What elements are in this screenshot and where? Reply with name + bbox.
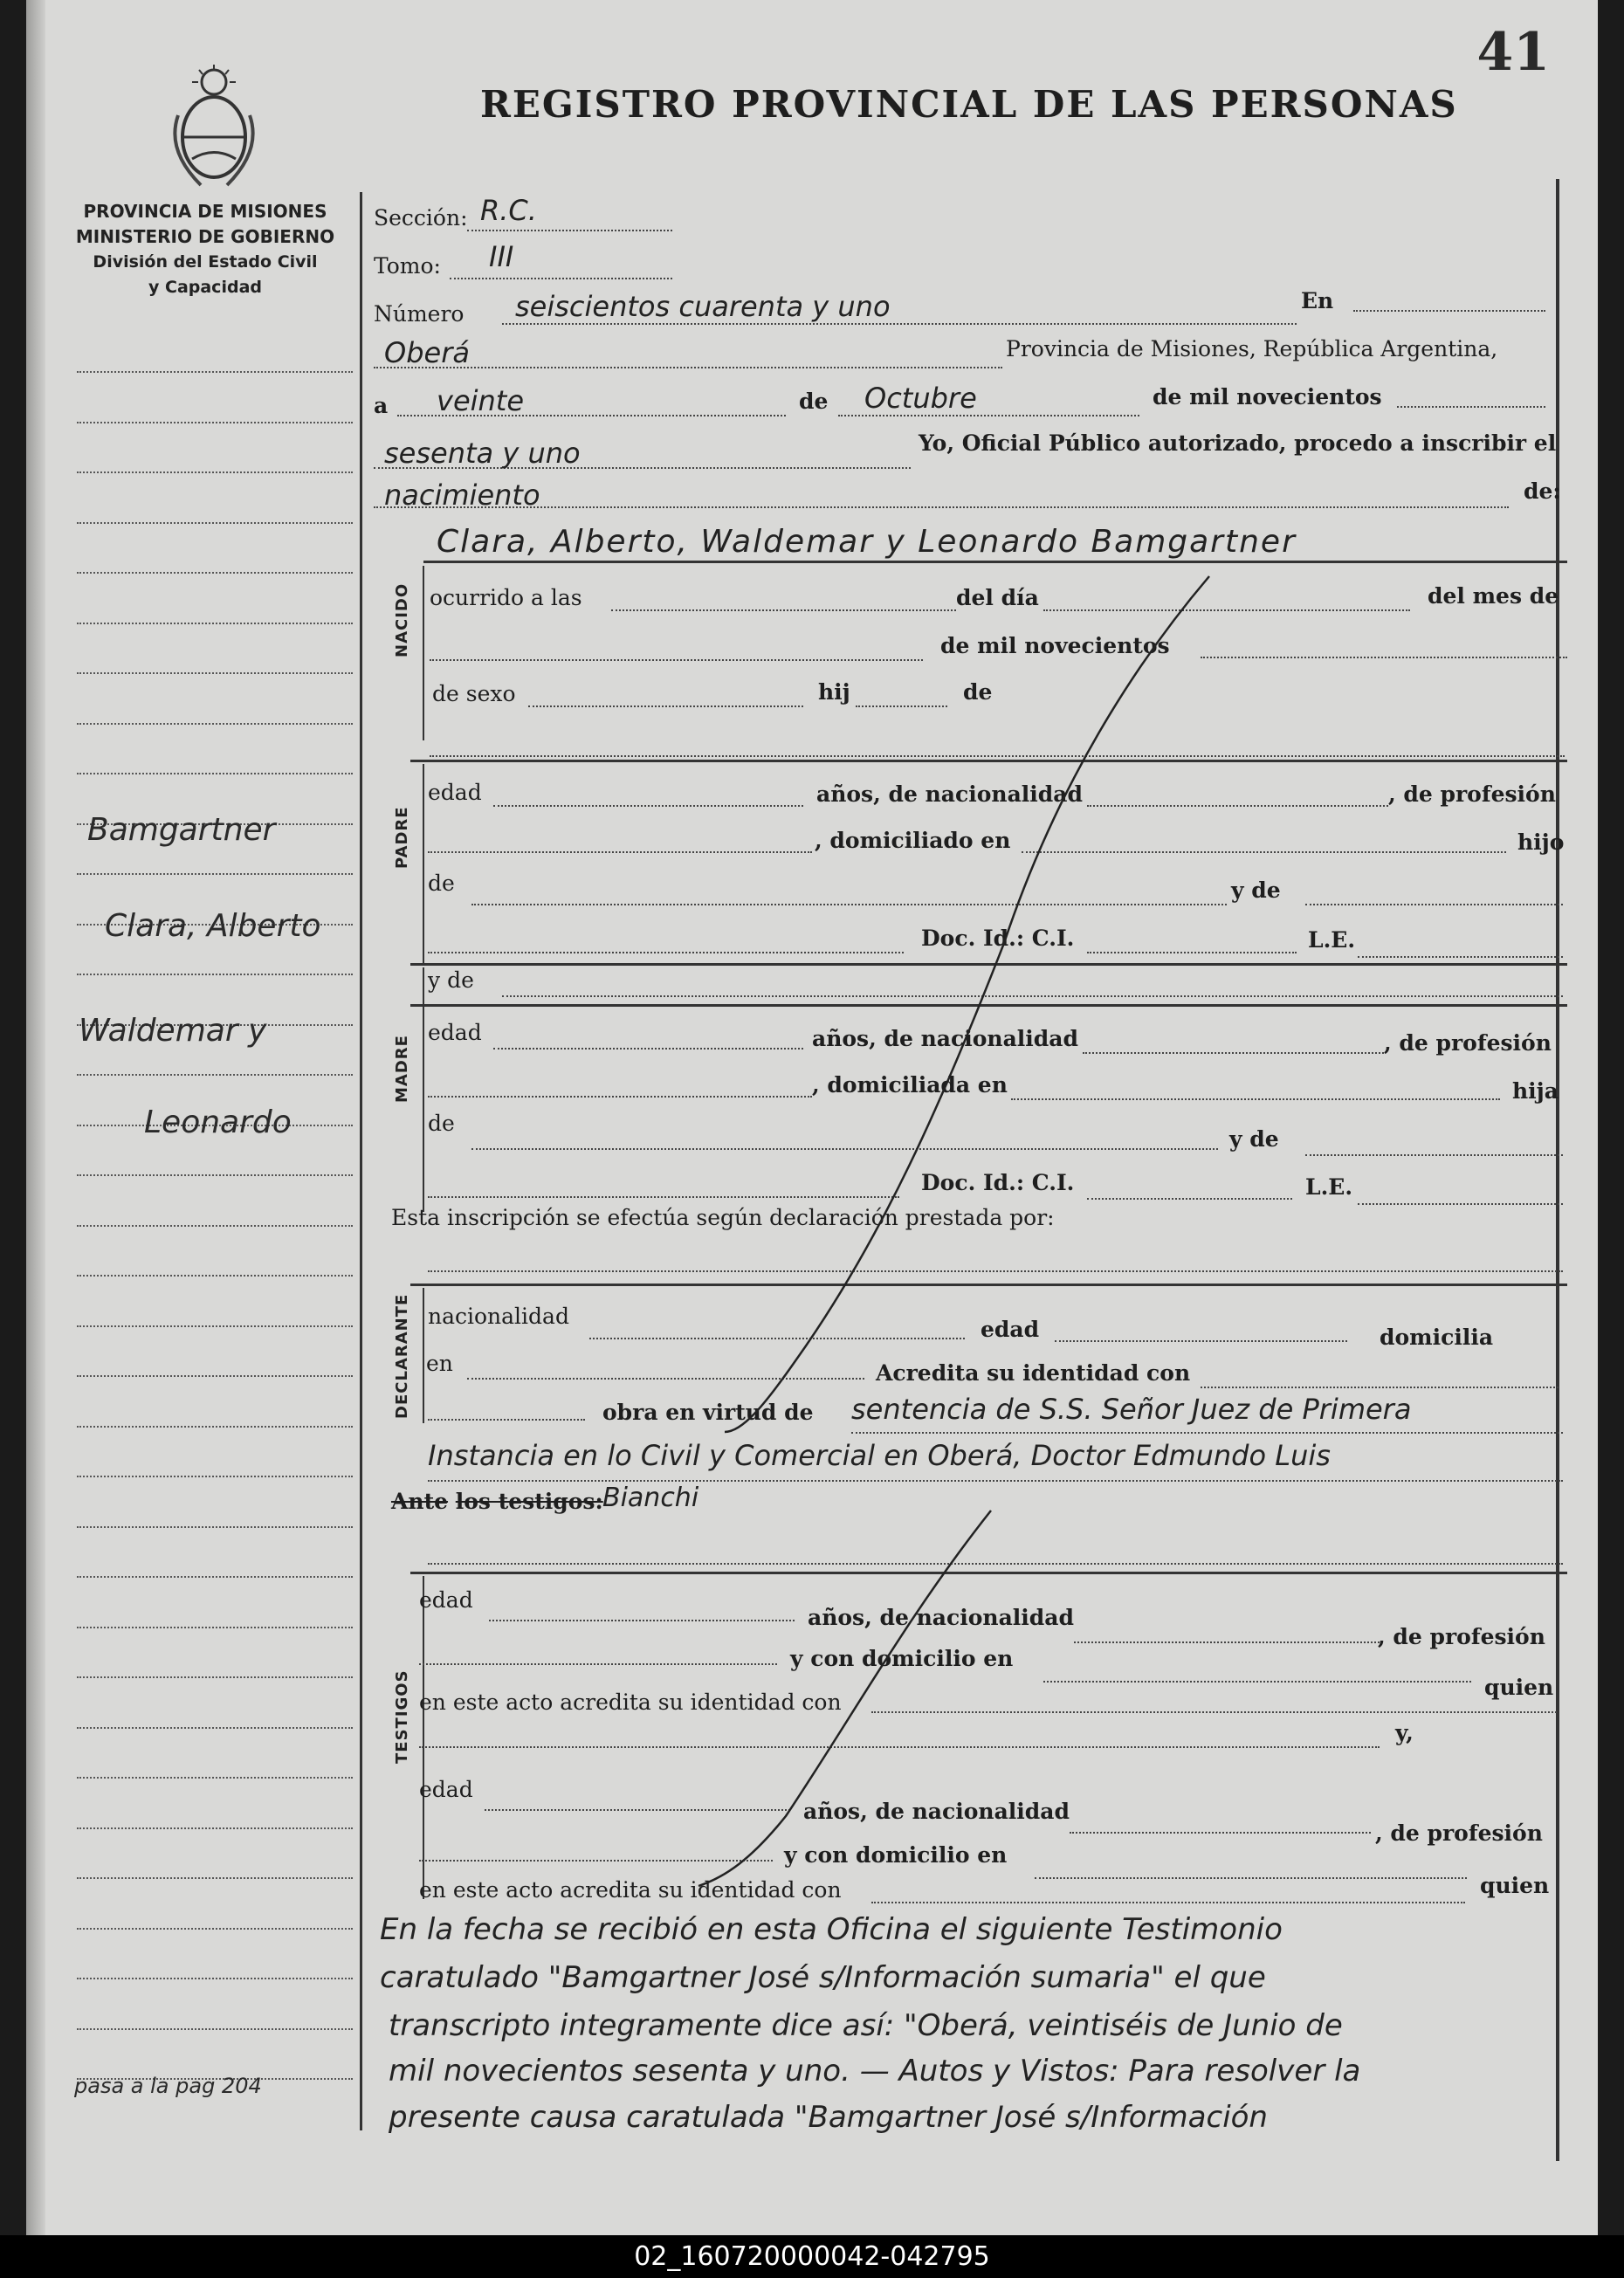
sexo-line	[528, 705, 803, 707]
madre-doc-label: Doc. Id.: C.I.	[921, 1170, 1075, 1195]
madre-domiciliada-label: , domiciliada en	[812, 1072, 1008, 1098]
mil-nac-label: de mil novecientos	[940, 633, 1170, 658]
testigo2-prof-line	[419, 1860, 773, 1862]
declarante-en-line	[467, 1378, 864, 1380]
margin-rule-line	[77, 371, 353, 373]
testigo2-domicilio-label: y con domicilio en	[784, 1842, 1008, 1868]
declaracion-label: Esta inscripción se efectúa según declaración prestada por:	[391, 1205, 1055, 1230]
de-label: de	[799, 389, 829, 414]
testigos-value: Bianchi	[602, 1483, 699, 1513]
margin-rule-line	[77, 1727, 353, 1729]
madre-yde-top-line	[502, 995, 1563, 997]
padre-domiciliado-label: , domiciliado en	[815, 828, 1011, 853]
margin-note-names-2: Waldemar y	[79, 1013, 267, 1049]
padre-nac-line	[1087, 805, 1388, 807]
coat-of-arms-icon	[166, 63, 262, 194]
mes-value: Octubre	[864, 382, 977, 415]
agency-division: División del Estado Civil	[93, 252, 318, 272]
numero-label: Número	[374, 301, 464, 327]
tomo-value: III	[489, 240, 514, 273]
padre-yde-label: y de	[1231, 877, 1281, 903]
seccion-label: Sección:	[374, 205, 468, 231]
declarante-nac-line	[589, 1338, 965, 1339]
testigo2-anos-label: años, de nacionalidad	[803, 1799, 1070, 1824]
declarante-tab-label: DECLARANTE	[393, 1293, 411, 1419]
tomo-line	[450, 278, 672, 279]
en-label: En	[1301, 288, 1334, 313]
testigo2-dom-line	[1035, 1877, 1467, 1879]
madre-de-label: de	[428, 1111, 455, 1136]
padre-doc-label: Doc. Id.: C.I.	[921, 926, 1075, 951]
mil-line	[1397, 406, 1545, 408]
margin-rule-line	[77, 1174, 353, 1176]
margin-rule-line	[77, 572, 353, 574]
margin-rule-line	[77, 1627, 353, 1628]
madre-top-rule	[410, 1004, 1567, 1007]
madre-yde-label: y de	[1229, 1126, 1279, 1152]
nacido-tab-label: NACIDO	[393, 582, 411, 657]
obra-value-2: Instancia en lo Civil y Comercial en Oberá, Doctor Edmundo Luis	[428, 1439, 1331, 1472]
del-mes-label: del mes de	[1428, 583, 1559, 609]
testigo2-acredita-label: en este acto acredita su identidad con	[419, 1877, 842, 1903]
margin-note-continuation: pasa a la pag 204	[74, 2074, 262, 2098]
hij-line	[856, 705, 947, 707]
declaracion-line	[428, 1270, 1563, 1272]
lugar-value: Oberá	[384, 336, 470, 369]
agency-block	[61, 199, 349, 300]
madre-ci-line	[1087, 1198, 1292, 1200]
padre-rule	[410, 963, 1567, 966]
testigo2-edad-line	[485, 1809, 790, 1811]
margin-rule-line	[77, 1275, 353, 1277]
madre-dom-line	[1011, 1098, 1500, 1100]
madre-yde-top-label: y de	[428, 967, 474, 993]
obra-value: sentencia de S.S. Señor Juez de Primera	[851, 1393, 1412, 1426]
madre-le-label: L.E.	[1305, 1174, 1353, 1200]
padre-prof-line	[428, 851, 812, 853]
testigo1-dom-line	[1043, 1681, 1471, 1683]
scan-id-footer: 02_160720000042-042795	[0, 2235, 1624, 2278]
nota-line-3: transcripto integramente dice así: "Oberá, veintiséis de Junio de	[389, 2008, 1343, 2043]
declarante-nacionalidad-label: nacionalidad	[428, 1304, 569, 1329]
declarante-edad-line	[1055, 1340, 1347, 1342]
declaracion-rule	[410, 1284, 1567, 1286]
seccion-line	[467, 230, 672, 231]
ocurrido-label: ocurrido a las	[430, 585, 582, 610]
obra-line-2	[428, 1480, 1563, 1482]
testigos-tab-label: TESTIGOS	[393, 1669, 411, 1764]
padre-hijo-label: hijo	[1517, 829, 1565, 855]
testigo1-profesion-label: , de profesión	[1378, 1624, 1545, 1649]
right-border	[1556, 179, 1559, 2161]
tomo-label: Tomo:	[374, 253, 441, 279]
madre-doc-pre-line	[428, 1196, 899, 1198]
agency-division-2: y Capacidad	[148, 278, 262, 297]
testigo2-quien-label: quien	[1480, 1873, 1550, 1898]
agency-province: PROVINCIA DE MISIONES	[83, 201, 327, 222]
testigo2-edad-label: edad	[419, 1777, 473, 1802]
nota-line-2: caratulado "Bamgartner José s/Información sumaria" el que	[380, 1960, 1266, 1995]
madre-nac-line	[1083, 1052, 1384, 1054]
names-rule	[423, 561, 1567, 563]
hora-line	[611, 609, 956, 611]
ante-label	[391, 1489, 603, 1514]
seccion-value: R.C.	[480, 194, 537, 227]
hij-label: hij	[818, 679, 850, 705]
padre-padre-line	[471, 904, 1227, 905]
margin-rule-line	[77, 522, 353, 524]
dia-nac-line	[1043, 609, 1410, 611]
margin-rule-line	[77, 1375, 353, 1377]
padre-tab	[391, 764, 424, 965]
nacido-rule	[410, 760, 1567, 762]
margin-rule-line	[77, 873, 353, 875]
declarante-domicilia-label: domicilia	[1380, 1325, 1494, 1350]
nac-extra-line	[430, 755, 1565, 757]
testigo2-nac-line	[1070, 1832, 1371, 1834]
page-number: 41	[1476, 22, 1550, 83]
margin-rule-line	[77, 1074, 353, 1076]
testigo1-edad-line	[489, 1620, 795, 1621]
declarante-tab	[391, 1288, 424, 1423]
testigo2-profesion-label: , de profesión	[1375, 1820, 1543, 1846]
margin-rule-line	[77, 1928, 353, 1930]
testigo1-prof-line	[419, 1663, 777, 1665]
testigos-tab	[391, 1576, 424, 1899]
testigo1-edad-label: edad	[419, 1587, 473, 1613]
anio-value: sesenta y uno	[384, 437, 581, 470]
margin-rule-line	[77, 974, 353, 975]
madre-le-line	[1358, 1203, 1563, 1205]
provincia-label: Provincia de Misiones, República Argentina,	[1006, 336, 1498, 361]
obra-label: obra en virtud de	[602, 1400, 814, 1425]
madre-profesion-label: , de profesión	[1384, 1030, 1552, 1056]
madre-madre-line	[1305, 1154, 1563, 1156]
padre-de-label: de	[428, 871, 455, 896]
madre-tab-label: MADRE	[393, 1035, 411, 1103]
madre-hija-label: hija	[1512, 1078, 1559, 1104]
margin-rule-line	[77, 1676, 353, 1678]
testigo1-extra-line	[419, 1746, 1380, 1748]
margin-rule-line	[77, 773, 353, 774]
margin-rule-line	[77, 1777, 353, 1779]
margin-rule-line	[77, 623, 353, 624]
del-dia-label: del día	[956, 585, 1039, 610]
madre-anos-label: años, de nacionalidad	[812, 1026, 1078, 1051]
numero-value: seiscientos cuarenta y uno	[515, 290, 891, 323]
declarante-pre-obra-line	[428, 1419, 585, 1421]
acto-line	[374, 506, 1509, 508]
nota-line-1: En la fecha se recibió en esta Oficina el siguiente Testimonio	[380, 1912, 1283, 1947]
testigo1-anos-label: años, de nacionalidad	[808, 1605, 1074, 1630]
margin-rule-line	[77, 1426, 353, 1428]
testigo1-y-label: y,	[1395, 1720, 1414, 1745]
nacido-tab	[391, 566, 424, 740]
madre-edad-line	[493, 1048, 803, 1050]
acto-value: nacimiento	[384, 478, 540, 512]
margin-rule-line	[77, 1576, 353, 1578]
declarante-acredita-label: Acredita su identidad con	[876, 1360, 1191, 1386]
ante-struck-text: Ante	[391, 1489, 449, 1514]
register-page	[26, 0, 1598, 2235]
dia-value: veinte	[437, 384, 525, 417]
inscribed-names: Clara, Alberto, Waldemar y Leonardo Bamgartner	[437, 524, 1297, 560]
madre-prof-line	[428, 1096, 812, 1098]
declarante-acredita-line	[1201, 1387, 1559, 1388]
margin-rule-line	[77, 1325, 353, 1327]
margin-rule-line	[77, 1978, 353, 1979]
padre-madre-line	[1305, 904, 1563, 905]
madre-edad-label: edad	[428, 1020, 482, 1045]
agency-ministry: MINISTERIO DE GOBIERNO	[75, 226, 335, 247]
margin-rule-line	[77, 1877, 353, 1879]
padre-ci-line	[1087, 952, 1297, 953]
padre-doc-pre-line	[428, 952, 904, 953]
declarante-edad-label: edad	[981, 1317, 1040, 1342]
margin-rule-line	[77, 422, 353, 423]
testigo1-nac-line	[1074, 1641, 1380, 1643]
book-spine	[26, 0, 45, 2235]
document-title: REGISTRO PROVINCIAL DE LAS PERSONAS	[480, 83, 1458, 126]
padre-le-line	[1358, 956, 1563, 958]
testigo1-domicilio-label: y con domicilio en	[790, 1646, 1014, 1671]
testigo1-quien-label: quien	[1484, 1675, 1554, 1700]
padre-edad-line	[493, 805, 803, 807]
margin-rule-line	[77, 1225, 353, 1227]
padre-dom-line	[1022, 851, 1506, 853]
nota-line-5: presente causa caratulada "Bamgartner José s/Información	[389, 2100, 1268, 2135]
margin-rule-line	[77, 1526, 353, 1528]
testigo1-acredita-line	[871, 1711, 1557, 1713]
margin-note-names-3: Leonardo	[144, 1105, 292, 1140]
padre-profesion-label: , de profesión	[1388, 781, 1556, 807]
margin-rule-line	[77, 2028, 353, 2030]
numero-line	[502, 323, 1297, 325]
mes-nac-line	[430, 659, 923, 661]
de-colon-label: de:	[1524, 478, 1561, 504]
madre-padre-line	[471, 1148, 1218, 1150]
padre-le-label: L.E.	[1308, 927, 1356, 953]
margin-rule-line	[77, 723, 353, 725]
padre-tab-label: PADRE	[393, 806, 411, 869]
margin-rule-line	[77, 672, 353, 674]
testigos-label: los testigos:	[455, 1489, 603, 1514]
testigos-rule	[410, 1572, 1567, 1574]
margin-note-names-1: Clara, Alberto	[105, 908, 321, 944]
anio-nac-line	[1201, 657, 1567, 658]
margin-rule-line	[77, 1827, 353, 1829]
obra-line	[851, 1432, 1563, 1434]
padre-edad-label: edad	[428, 780, 482, 805]
a-label: a	[374, 393, 389, 418]
testigos-line	[428, 1563, 1563, 1565]
margin-note-surname: Bamgartner	[87, 812, 276, 848]
padre-anos-label: años, de nacionalidad	[816, 781, 1083, 807]
testigo1-acredita-label: en este acto acredita su identidad con	[419, 1690, 842, 1715]
oficial-label: Yo, Oficial Público autorizado, procedo a inscribir el	[919, 430, 1557, 456]
declarante-en-label: en	[426, 1351, 453, 1376]
margin-rule-line	[77, 1476, 353, 1477]
nota-line-4: mil novecientos sesenta y uno. — Autos y Vistos: Para resolver la	[389, 2054, 1361, 2089]
mil-novecientos-label: de mil novecientos	[1153, 384, 1382, 409]
margin-rule-line	[77, 471, 353, 473]
nac-de-label: de	[963, 679, 993, 705]
en-line	[1353, 310, 1545, 312]
mes-line	[838, 415, 1139, 416]
margin-divider	[360, 192, 362, 2130]
sexo-label: de sexo	[432, 681, 516, 706]
testigo2-acredita-line	[871, 1902, 1465, 1903]
